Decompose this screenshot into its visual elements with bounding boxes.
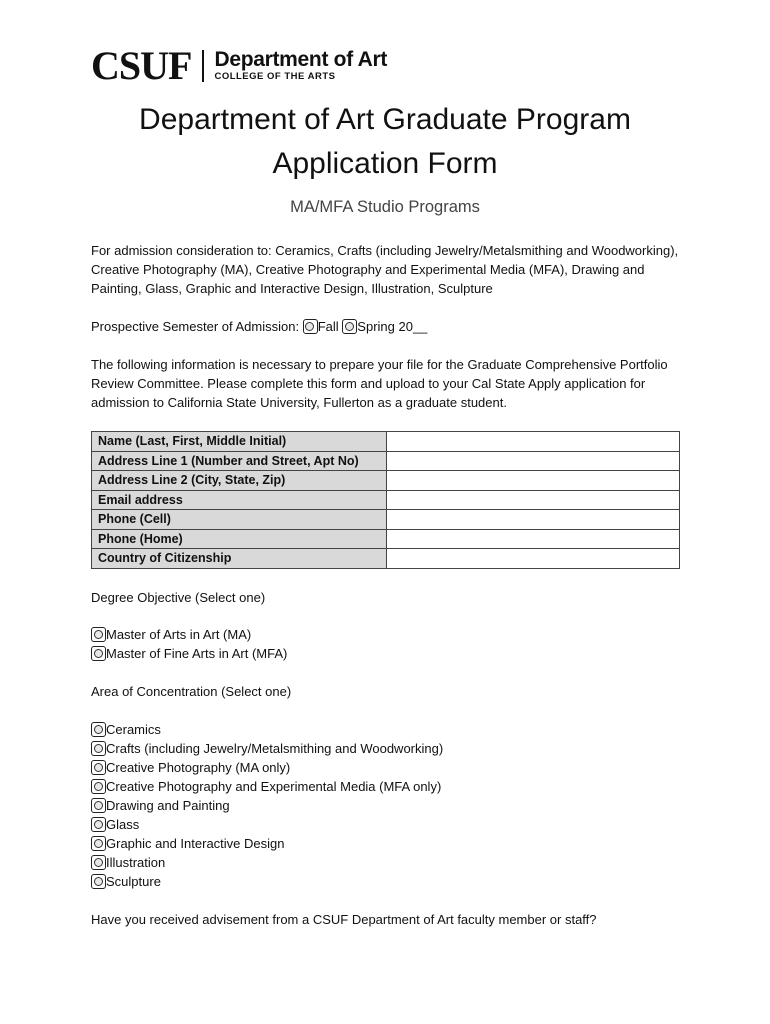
radio-icon[interactable] <box>91 760 106 775</box>
field-label: Address Line 2 (City, State, Zip) <box>92 471 387 491</box>
subtitle: MA/MFA Studio Programs <box>290 198 480 216</box>
option-label: Crafts (including Jewelry/Metalsmithing and Woodworking) <box>106 741 444 756</box>
citizenship-input[interactable] <box>387 549 680 569</box>
advisement-question: Have you received advisement from a CSUF Department of Art faculty member or staff? <box>91 912 597 927</box>
admission-text: For admission consideration to: Ceramics, Crafts (including Jewelry/Metalsmithing and Woodworking), Creative Photography (MA), Creative Photography and Experimental Media (MFA), Drawing and Painting, Glass, Graphic and Interactive Design, Illustration, Sculpture <box>91 243 679 296</box>
radio-icon[interactable] <box>91 722 106 737</box>
semester-label: Prospective Semester of Admission: <box>91 319 300 334</box>
field-label: Address Line 1 (Number and Street, Apt No) <box>92 451 387 471</box>
concentration-option-graphic-design[interactable] <box>91 834 691 853</box>
option-label: Illustration <box>106 855 166 870</box>
option-label: Master of Fine Arts in Art (MFA) <box>106 646 288 661</box>
phone-home-input[interactable] <box>387 529 680 549</box>
degree-options <box>91 625 691 663</box>
field-label: Phone (Cell) <box>92 510 387 530</box>
concentration-heading: Area of Concentration (Select one) <box>91 684 292 699</box>
concentration-option-crafts[interactable] <box>91 739 691 758</box>
option-label: Creative Photography (MA only) <box>106 760 291 775</box>
option-label: Ceramics <box>106 722 161 737</box>
concentration-option-illustration[interactable] <box>91 853 691 872</box>
logo-college: COLLEGE OF THE ARTS <box>214 71 336 82</box>
address-line-2-input[interactable] <box>387 471 680 491</box>
logo-text <box>214 49 387 83</box>
concentration-option-drawing-painting[interactable] <box>91 796 691 815</box>
concentration-option-glass[interactable] <box>91 815 691 834</box>
field-label: Country of Citizenship <box>92 549 387 569</box>
title-line-1: Department of Art Graduate Program <box>139 103 631 136</box>
concentration-option-creative-photography[interactable] <box>91 758 691 777</box>
page-title <box>0 98 770 186</box>
fall-label: Fall <box>317 319 339 334</box>
applicant-info-table <box>91 431 680 569</box>
table-row <box>92 510 680 530</box>
field-label: Name (Last, First, Middle Initial) <box>92 432 387 452</box>
radio-icon[interactable] <box>91 646 106 661</box>
name-input[interactable] <box>387 432 680 452</box>
spring-radio[interactable] <box>342 319 357 334</box>
concentration-option-photo-experimental-media[interactable] <box>91 777 691 796</box>
table-row <box>92 471 680 491</box>
table-row <box>92 549 680 569</box>
semester-row <box>91 317 691 336</box>
concentration-option-sculpture[interactable] <box>91 872 691 891</box>
radio-icon[interactable] <box>91 874 106 889</box>
option-label: Graphic and Interactive Design <box>106 836 285 851</box>
logo-divider <box>202 50 204 82</box>
radio-icon[interactable] <box>91 817 106 832</box>
option-label: Sculpture <box>106 874 161 889</box>
address-line-1-input[interactable] <box>387 451 680 471</box>
spring-label: Spring 20__ <box>357 319 428 334</box>
option-label: Master of Arts in Art (MA) <box>106 627 252 642</box>
degree-heading: Degree Objective (Select one) <box>91 590 266 605</box>
email-input[interactable] <box>387 490 680 510</box>
concentration-options <box>91 720 691 891</box>
logo-department: Department of Art <box>214 48 388 71</box>
table-row <box>92 490 680 510</box>
table-row <box>92 432 680 452</box>
logo-csuf: CSUF <box>91 43 192 88</box>
phone-cell-input[interactable] <box>387 510 680 530</box>
csuf-logo <box>91 43 388 88</box>
radio-icon[interactable] <box>91 836 106 851</box>
radio-icon[interactable] <box>91 627 106 642</box>
table-row <box>92 451 680 471</box>
title-line-2: Application Form <box>272 147 498 180</box>
concentration-option-ceramics[interactable] <box>91 720 691 739</box>
radio-icon[interactable] <box>91 741 106 756</box>
field-label: Phone (Home) <box>92 529 387 549</box>
degree-option-mfa[interactable] <box>91 644 691 663</box>
degree-option-ma[interactable] <box>91 625 691 644</box>
radio-icon[interactable] <box>91 798 106 813</box>
field-label: Email address <box>92 490 387 510</box>
option-label: Creative Photography and Experimental Media (MFA only) <box>106 779 442 794</box>
option-label: Drawing and Painting <box>106 798 230 813</box>
option-label: Glass <box>106 817 140 832</box>
fall-radio[interactable] <box>303 319 318 334</box>
info-text: The following information is necessary to prepare your file for the Graduate Comprehensive Portfolio Review Committee. Please complete this form and upload to your Cal State Apply application for admission to California State University, Fullerton as a graduate student. <box>91 357 668 410</box>
radio-icon[interactable] <box>91 855 106 870</box>
table-row <box>92 529 680 549</box>
radio-icon[interactable] <box>91 779 106 794</box>
